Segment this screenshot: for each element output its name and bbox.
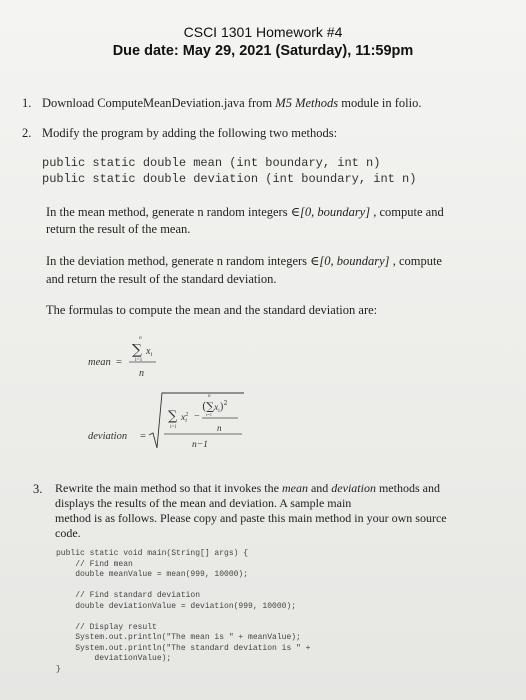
item-2-number: 2.: [22, 126, 32, 140]
sum-paren-squared: $(\sum xi)^2$: [202, 400, 228, 414]
dev-desc-line-2: and return the result of the standard deviation.: [46, 272, 277, 286]
mean-signature: public static double mean (int boundary, int n): [42, 156, 381, 170]
code-line: // Find standard deviation: [56, 591, 201, 600]
sum-upper-limit: n: [139, 335, 142, 341]
denominator-n: n: [139, 368, 144, 379]
mean-desc-line-1: In the mean method, generate n random integers ∈[0, boundary] , compute and: [46, 205, 444, 219]
code-line: }: [56, 664, 61, 674]
item-3-line-4: code.: [55, 526, 81, 540]
main-method-code: [56, 549, 310, 675]
deviation-signature: public static double deviation (int boundary, int n): [42, 172, 417, 186]
code-line: [56, 581, 310, 592]
due-date: Due date: May 29, 2021 (Saturday), 11:59pm: [112, 43, 414, 59]
mean-label: mean: [88, 357, 111, 368]
mean-formula: [86, 332, 196, 387]
dev-desc-line-1: In the deviation method, generate n random integers ∈[0, boundary] , compute: [46, 254, 442, 268]
mean-desc-line-2: return the result of the mean.: [46, 222, 191, 236]
formulas-intro: The formulas to compute the mean and the standard deviation are:: [46, 303, 378, 317]
sum-symbol: ∑: [132, 342, 142, 358]
deviation-formula: [86, 385, 266, 460]
code-line: System.out.println("The mean is " + meanValue);: [56, 633, 301, 642]
sum-upper-limit-2: n: [208, 394, 211, 399]
homework-title: CSCI 1301 Homework #4: [183, 24, 343, 40]
sum-symbol-1: ∑: [168, 409, 178, 424]
inner-denominator-n: n: [217, 423, 222, 433]
code-line: double deviationValue = deviation(999, 10000);: [56, 601, 297, 611]
item-3-line-3: method is as follows. Please copy and paste this main method in your own source: [55, 511, 447, 525]
code-line: // Display result: [56, 622, 157, 632]
item-3-line-1: Rewrite the main method so that it invokes the mean and deviation methods and: [55, 481, 440, 495]
item-3-line-2: displays the results of the mean and deviation. A sample main: [55, 496, 352, 510]
code-line: // Find mean: [56, 559, 133, 569]
code-line: double meanValue = mean(999, 10000);: [56, 570, 249, 579]
sum-lower-limit: i=1: [135, 357, 143, 363]
item-2-text: Modify the program by adding the following two methods:: [42, 126, 338, 140]
deviation-label: deviation: [88, 431, 128, 442]
x-i-term: $x_i$: [146, 346, 153, 358]
minus-sign: −: [194, 411, 200, 422]
code-line: public static void main(String[] args) {: [56, 549, 249, 558]
outer-denominator: n−1: [192, 440, 208, 450]
sum-lower-limit-2: i=1: [206, 412, 213, 417]
code-line: [56, 612, 310, 623]
item-1-number: 1.: [22, 96, 32, 110]
equals-sign: =: [116, 357, 122, 368]
equals-sign: =: [140, 431, 146, 442]
x-i-squared: $x^2$ i: [181, 412, 189, 424]
code-line: deviationValue);: [56, 654, 172, 663]
item-3-number: 3.: [33, 482, 43, 496]
sum-lower-limit-1: i=1: [170, 425, 177, 430]
item-1-text: Download ComputeMeanDeviation.java from M5 Methods module in folio.: [42, 96, 422, 110]
code-line: System.out.println("The standard deviation is " +: [56, 643, 311, 653]
